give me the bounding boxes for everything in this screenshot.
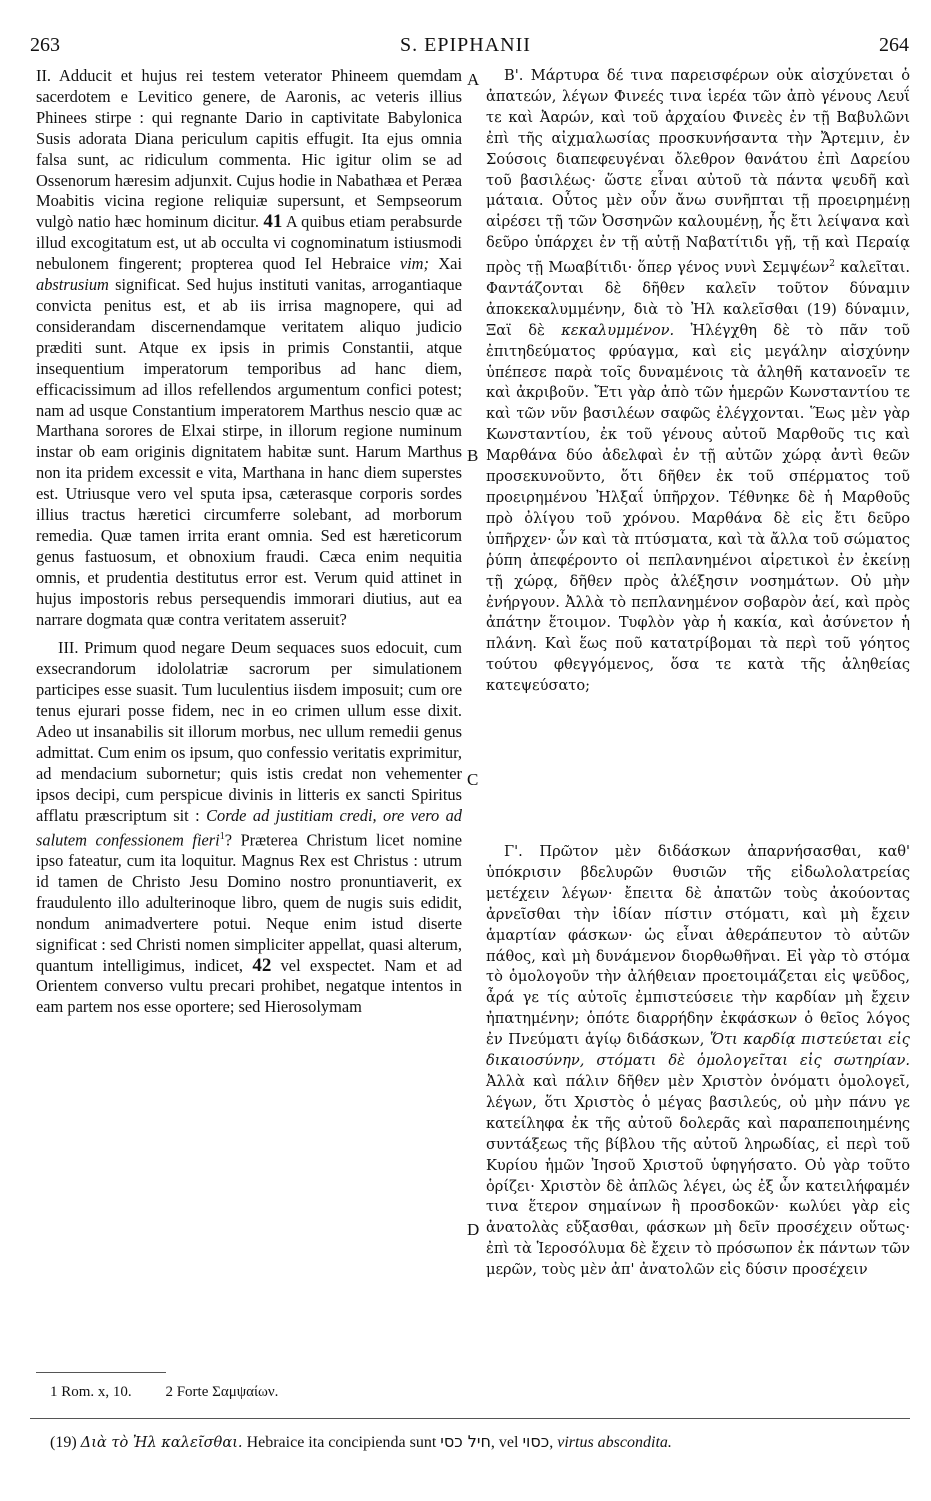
latin-text: vel exspectet. Nam et ad Orientem converso vultu precari prohibet, negatque intentos in eam partem nos esse oportere; sed Hierosolymam	[36, 955, 462, 1017]
greek-text: Ἠλέγχθη δὲ τὸ πᾶν τοῦ ἐπιτηδεύματος φρύαγμα, καὶ εἰς μεγάλην αἰσχύνην ὑπέπεσε παρὰ τοῖς δυναμένοις τὰ ἀληθῆ κατανοεῖν τε καὶ ἀκριβοῦν. Ἔτι γὰρ ἀπὸ τῶν ἡμερῶν Κωνσταντίου τε καὶ τῶν νῦν βασιλέων σαφῶς ἐλέγχονται. Ἕως μὲν γὰρ Κωνσταντίου, ἐκ τοῦ γένους αὐτοῦ Μαρθοῦς τις καὶ Μαρθάνα δύο ἀδελφαὶ ἐν τῇ αὐτῶν χώρᾳ ἀντὶ θεῶν προσεκυνοῦντο, ὅτι δῆθεν ἐκ τοῦ σπέρματος τοῦ προειρημένου Ἠλξαΐ ὑπῆρχον. Τέθνηκε δὲ ἡ Μαρθοῦς πρὸ ὀλίγου τοῦ χρόνου. Μαρθάνα δὲ εἰς ἔτι δεῦρο ὑπῆρχεν· ὧν καὶ τὰ πτύσματα, καὶ τὰ ἄλλα τοῦ σώματος ῥύπη ἀπεφέροντο οἱ πεπλανημένοι αἱρετικοὶ ἐν ἐκείνῃ τῇ χώρᾳ, δῆθεν πρὸς ἀλέξησιν νοσημάτων. Οὐ μὴν ἐνήργουν. Ἀλλὰ τὸ πεπλανημένον σοβαρὸν ἀεί, καὶ πρὸς ἀπάτην ἕτοιμον. Τυφλὸν γὰρ ἡ κακία, καὶ ἀσύνετον ἡ πλάνη. Καὶ ἕως ποῦ κατατρίβομαι τὰ περὶ τοῦ γόητος τούτου φθεγγόμενος, ὅσα τε κατὰ τῆς ἀληθείας κατεψεύσατο;	[486, 321, 910, 695]
latin-text: III. Primum quod negare Deum sequaces suos edocuit, cum exsecrandorum idololatriæ sacrorum per simulationem participes esse suasit. Tum luculentius iisdem imposuit; cum ore tenus ejurari posse fidem, nec in eo crimen ullum esse dixit. Adeo ut insanabilis sit illorum morbus, nec ullum remedii genus admittat. Cum enim os ipsum, quo confessio veritatis exprimitur, ad mendacium subornetur; quis istis credat non vehementer ipsos decipi, cum perspicue divinis in litteris ex sancti Spiritus afflatu præscriptum sit :	[36, 638, 462, 825]
greek-paragraph-3	[486, 842, 910, 1281]
page-marker-42: 42	[252, 954, 272, 976]
page-number-right: 264	[879, 34, 909, 56]
latin-column	[36, 66, 462, 1018]
footnote-divider	[36, 1372, 166, 1373]
page-number-left: 263	[30, 34, 60, 56]
margin-marker-d: D	[467, 1220, 480, 1239]
latin-italic: abstrusium	[36, 275, 109, 295]
latin-paragraph-2	[36, 66, 462, 630]
greek-column-top	[486, 66, 910, 697]
greek-text: Ἀλλὰ καὶ πάλιν δῆθεν μὲν Χριστὸν ὀνόματι ὁμολογεῖ, λέγων, ὅτι Χριστὸς ὁ μέγας βασιλεύς, οὐ μὴν πάνυ γε κατείληφα ἐκ τῆς αὐτοῦ δολερᾶς καὶ παραπεποιημένης συντάξεως τῆς βίβλου τῆς αὐτοῦ ληρωδίας, εἰ περὶ τοῦ Κυρίου ἡμῶν Ἰησοῦ Χριστοῦ ὑφηγήσατο. Οὐ γὰρ τοῦτο ὁρίζει· Χριστὸν δὲ ἁπλῶς λέγει, ὡς ἐξ ὧν κατειλήφαμέν τινα ἕτερον σημαίνων ἢ προσδοκῶν· κωλύει γὰρ εἰς ἀνατολὰς εὔξασθαι, φάσκων μὴ δεῖν προσέχειν οὕτως· ἐπὶ τὰ Ἱεροσόλυμα δὲ ἔχειν τὸ πρόσωπον ἐκ πάντων τῶν μερῶν, τοὺς μὲν ἀπ' ἀνατολῶν εἰς δύσιν προσέχειν	[486, 1072, 910, 1279]
latin-text: II. Adducit et hujus rei testem veterator Phineem quemdam sacerdotem e Levitico genere, de Aaronis, ac veteris illius Phinees stirpe : qui regnante Dario in captivitate Babylonica Susis adorata Diana periculum capitis effugit. Ita ejus omnia falsa sunt, ac ridiculum commenta. Hic igitur olim se ad Ossenorum hæresim adjunxit. Cujus hodie in Nabathæa et Peræa Moabitis vicina regione reliquiæ supersunt, et Sempseorum vulgò natio hæc hominum dicitur.	[36, 66, 462, 232]
footnote-2-text: 2 Forte Σαμψαίων.	[165, 1384, 279, 1400]
latin-italic: vim;	[399, 254, 429, 274]
greek-text: Γ'. Πρῶτον μὲν διδάσκων ἀπαρνήσασθαι, καθ' ὑπόκρισιν βδελυρῶν θυσιῶν τῆς εἰδωλολατρείας μετέχειν λέγων· ἔπειτα δὲ ἀπατῶν τοὺς ἀκούοντας ἀρνεῖσθαι τὴν ἰδίαν πίστιν στόματι, καὶ μὴ ἔχειν ἁμαρτίαν φάσκων· ὡς εἶναι ἀθεράπευτον τὸ αὐτῶν πάθος, καὶ μὴ δυνάμενον διορθωθῆναι. Εἰ γὰρ τὸ στόμα τὸ ὁμολογοῦν τὴν ἀλήθειαν προετοιμάζεται εἰς ψεῦδος, ἆρά γε τίς αὐτοῖς ἐμπιστεύσειε τὴν καρδίαν μὴ ἔχειν ἠπατημένην; ὁπότε διαρρήδην ἐκφάσκων ὁ θεῖος λόγος ἐν Πνεύματι ἁγίῳ διδάσκων,	[486, 843, 910, 1049]
note-text: , vel	[490, 1434, 523, 1451]
note-greek: Διὰ τὸ Ἠλ καλεῖσθαι.	[80, 1434, 243, 1451]
greek-paragraph-2	[486, 66, 910, 697]
scripture-quote-greek: Ὅτι καρδίᾳ πιστεύεται εἰς δικαιοσύνην, στόματι δὲ ὁμολογεῖται εἰς σωτηρίαν.	[486, 1031, 910, 1070]
running-title: S. EPIPHANII	[400, 34, 531, 56]
margin-marker-c: C	[467, 770, 479, 789]
greek-text: Β'. Μάρτυρα δέ τινα παρεισφέρων οὐκ αἰσχύνεται ὁ ἀπατεών, λέγων Φινεές τινα ἱερέα τῶν ἀπὸ γένους Λευΐ τε καὶ Ἀαρών, καὶ τοῦ ἀρχαίου Φινεὲς ἐν τῇ Βαβυλῶνι ἐπὶ τῆς αἰχμαλωσίας προσκυνήσαντα τὴν Ἄρτεμιν, ἐν Σούσοις διαπεφευγέναι ὄλεθρον θανάτου ἐπὶ Δαρείου τοῦ βασιλέως· ὥστε εἶναι αὐτοῦ τὰ πάντα ψευδῆ καὶ μάταια. Οὗτος μὲν οὖν ἄνω συνῆπται τῇ προειρημένῃ αἱρέσει τῇ τῶν Ὀσσηνῶν καλουμένῃ, ἧς ἔτι λείψανα καὶ δεῦρο ὑπάρχει ἐν τῇ αὐτῇ Ναβατίτιδι γῇ, τῇ καὶ Περαίᾳ πρὸς τῇ Μωαβίτιδι· ὅπερ γένος νυνὶ Σεμψέων	[486, 67, 910, 277]
margin-marker-a: A	[467, 70, 480, 89]
note-italic: virtus abscondita.	[557, 1434, 672, 1451]
latin-text: ? Præterea Christum licet nomine ipso fateatur, cum ita loquitur. Magnus Rex est Christus : utrum id tamen de Christo Jesu Domino nostro pronuntiaverit, ex fraudulento illo adulterinoque libro, quem de nugis suis edidit, nondum animadvertere potui. Neque enim istud diserte significat : sed Christi nomen simpliciter appellat, quasi alterum, quantum intelligimus, indicet,	[36, 830, 462, 975]
note-hebrew: כסוי	[522, 1432, 550, 1451]
note-hebrew: חיל כסי	[440, 1432, 491, 1451]
latin-text: significat. Sed hujus instituti vanitas, arrogantiaque convicta penitus est, et ab iis irrisa magnopere, qui ad considerandam discernendamque veritatem aliquo judicio præditi sunt. Atque ex ipsis in primis Constantii, atque insequentium imperatorum temporibus ad hanc diem, efficacissimum ad illos refellendos argumentum confici potest; nam ad usque Constantium imperatorem Marthus nescio quæ ac Marthana sorores de Elxai stirpe, in illorum regione numinum instar ob eam originis dignitatem habitæ sunt. Harum Marthus non ita pridem excessit e vita, Marthana in hanc diem superstes est. Utriusque vero vel sputa ipsa, cæterasque corporis sordes illius tractus hæretici circumferre solebant, ad morborum remedia. Quæ tamen irrita erant omnia. Sed est hæreticorum genus fastuosum, et obnoxium fraudi. Cæca enim nequitia omnis, et prudentia destitutus error est. Verum quid attinet in hujus impostoris rebus persequendis immorari diutius, aut ea narrare dogmata quæ contra veritatem asseruit?	[36, 275, 462, 629]
latin-text: A quibus etiam perabsurde illud excogitatum est, ut ab occulta vi cognominatum istiusmodi nebulonem fingerent; propterea quod Iel Hebraice	[36, 212, 462, 274]
latin-paragraph-3	[36, 638, 462, 1018]
scripture-quote: Corde ad justitiam credi, ore vero ad salutem confessionem fieri	[36, 805, 462, 850]
margin-marker-b: B	[467, 446, 479, 465]
footnote-ref: 1	[219, 830, 225, 842]
note-divider	[30, 1418, 910, 1419]
footnote-1	[50, 1384, 278, 1401]
greek-column-bottom	[486, 842, 910, 1281]
greek-italic: κεκαλυμμένον.	[561, 321, 675, 339]
latin-text: Xai	[428, 254, 462, 274]
page-header	[0, 34, 931, 62]
note-number: (19)	[50, 1434, 77, 1451]
greek-text: καλεῖται. Φαντάζονται δὲ δῆθεν καλεῖν τοῦτον δύναμιν ἀποκεκαλυμμένην, διὰ τὸ Ἠλ καλεῖσθαι (19) δύναμιν, Ξαϊ δὲ	[486, 259, 910, 339]
footnote-1-text: 1 Rom. x, 10.	[50, 1384, 132, 1400]
editor-note	[50, 1432, 672, 1452]
page-marker-41: 41	[263, 211, 283, 233]
note-text: Hebraice ita concipienda sunt	[242, 1434, 441, 1451]
note-text: ,	[549, 1434, 558, 1451]
footnote-ref: 2	[829, 259, 835, 270]
